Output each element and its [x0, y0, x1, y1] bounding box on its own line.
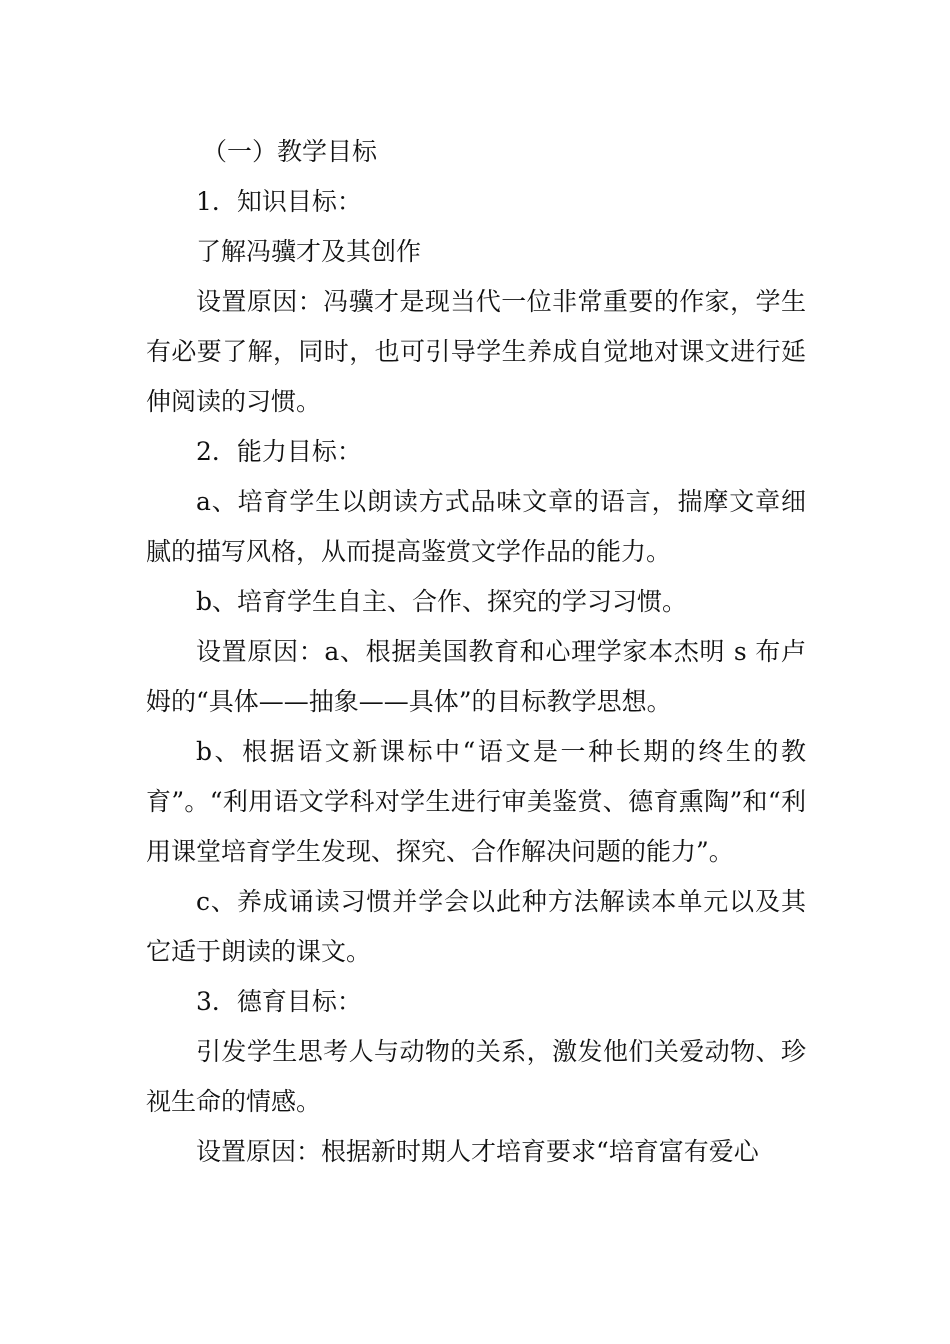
paragraph: 设置原因：根据新时期人才培育要求“培育富有爱心 — [196, 1137, 759, 1166]
knowledge-goal-heading: 1．知识目标： — [196, 187, 362, 216]
document-body — [146, 127, 806, 1177]
moral-goal-heading: 3．德育目标： — [196, 987, 362, 1016]
ability-goal-heading: 2．能力目标： — [196, 437, 362, 466]
paragraph: 设置原因：a、根据美国教育和心理学家本杰明 s 布卢姆的“具体——抽象——具体”的目标教学思想。 — [146, 637, 806, 716]
section-heading: （一）教学目标 — [202, 137, 378, 166]
paragraph: 了解冯骥才及其创作 — [196, 237, 422, 266]
paragraph: b、培育学生自主、合作、探究的学习习惯。 — [196, 587, 688, 616]
paragraph: b、根据语文新课标中“语文是一种长期的终生的教育”。“利用语文学科对学生进行审美鉴赏、德育熏陶”和“利用课堂培育学生发现、探究、合作解决问题的能力”。 — [146, 737, 806, 866]
paragraph: 引发学生思考人与动物的关系，激发他们关爱动物、珍视生命的情感。 — [146, 1037, 806, 1116]
paragraph: c、养成诵读习惯并学会以此种方法解读本单元以及其它适于朗读的课文。 — [146, 887, 806, 966]
paragraph: a、培育学生以朗读方式品味文章的语言，揣摩文章细腻的描写风格，从而提高鉴赏文学作品的能力。 — [146, 487, 806, 566]
paragraph: 设置原因：冯骥才是现当代一位非常重要的作家，学生有必要了解，同时，也可引导学生养成自觉地对课文进行延伸阅读的习惯。 — [146, 287, 806, 416]
